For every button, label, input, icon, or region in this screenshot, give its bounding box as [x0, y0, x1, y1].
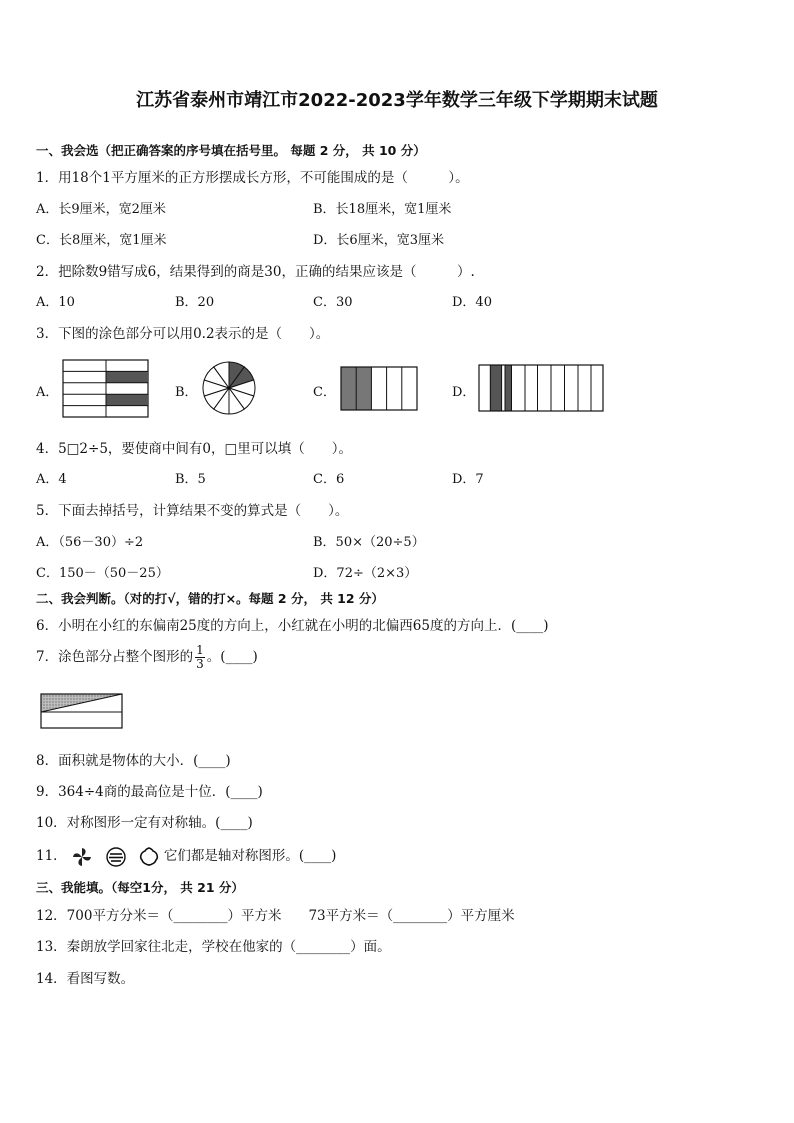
q7-figure — [40, 692, 124, 730]
q1-option-c: C．长8厘米，宽1厘米 — [36, 233, 167, 248]
question-7 — [36, 644, 258, 671]
flower-icon — [138, 846, 160, 868]
section-2-heading: 二、我会判断。（对的打√，错的打×。每题 2 分， 共 12 分） — [36, 591, 384, 606]
q11-text: 它们都是轴对称图形。(____) — [163, 848, 337, 864]
q3-figure-d — [478, 364, 604, 412]
q2-option-d: D．40 — [452, 295, 492, 310]
q4-option-b: B．5 — [175, 472, 206, 487]
q3-figure-a — [62, 359, 150, 419]
q5-option-d: D．72÷（2×3） — [313, 566, 418, 581]
q4-option-a: A．4 — [36, 472, 67, 487]
question-13: 13．秦朗放学回家往北走，学校在他家的（________）面。 — [36, 939, 391, 955]
question-5: 5．下面去掉括号，计算结果不变的算式是（ ）。 — [36, 503, 349, 519]
q5-option-c: C．150－（50－25） — [36, 566, 169, 581]
question-1: 1．用18个1平方厘米的正方形摆成长方形，不可能围成的是（ ）。 — [36, 170, 469, 186]
q2-option-c: C．30 — [313, 295, 353, 310]
q7-text: 7．涂色部分占整个图形的 — [36, 649, 194, 665]
question-10: 10．对称图形一定有对称轴。(____) — [36, 815, 253, 831]
question-14: 14．看图写数。 — [36, 971, 135, 987]
q7-denominator: 3 — [196, 657, 204, 671]
question-9: 9．364÷4商的最高位是十位．(____) — [36, 784, 263, 800]
section-1-heading: 一、我会选（把正确答案的序号填在括号里。 每题 2 分， 共 10 分） — [36, 143, 426, 158]
q7-fraction — [195, 644, 205, 671]
question-11 — [36, 844, 336, 868]
page-title: 江苏省泰州市靖江市2022-2023学年数学三年级下学期期末试题 — [136, 90, 658, 111]
q3-figure-c — [340, 366, 418, 411]
q1-option-a: A．长9厘米，宽2厘米 — [36, 202, 166, 217]
section-3-heading: 三、我能填。（每空1分， 共 21 分） — [36, 880, 244, 895]
q4-option-c: C．6 — [313, 472, 345, 487]
question-6: 6．小明在小红的东偏南25度的方向上，小红就在小明的北偏西65度的方向上．(____) — [36, 618, 549, 634]
pinwheel-icon — [71, 846, 93, 868]
question-3: 3．下图的涂色部分可以用0.2表示的是（ ）。 — [36, 326, 330, 342]
q3-option-a: A． — [36, 385, 59, 400]
circle-bars-icon — [105, 846, 127, 868]
q3-option-d: D． — [452, 385, 476, 400]
question-2: 2．把除数9错写成6，结果得到的商是30，正确的结果应该是（ ）. — [36, 264, 475, 280]
q5-option-a: A．（56－30）÷2 — [36, 535, 144, 550]
q1-option-b: B．长18厘米，宽1厘米 — [313, 202, 452, 217]
q3-option-b: B． — [175, 385, 198, 400]
question-8: 8．面积就是物体的大小．(____) — [36, 753, 231, 769]
q7-blank: 。(____) — [206, 649, 258, 665]
q3-figure-b — [201, 360, 257, 416]
q2-option-a: A．10 — [36, 295, 75, 310]
q11-number: 11． — [36, 848, 67, 864]
q4-option-d: D．7 — [452, 472, 484, 487]
q7-numerator: 1 — [196, 643, 204, 657]
question-4: 4．5□2÷5，要使商中间有0，□里可以填（ ）。 — [36, 441, 353, 457]
q1-option-d: D．长6厘米，宽3厘米 — [313, 233, 444, 248]
q2-option-b: B．20 — [175, 295, 215, 310]
question-12: 12．700平方分米＝（________）平方米 73平方米＝（________）平方厘米 — [36, 908, 515, 924]
q3-option-c: C． — [313, 385, 336, 400]
q5-option-b: B．50×（20÷5） — [313, 535, 425, 550]
